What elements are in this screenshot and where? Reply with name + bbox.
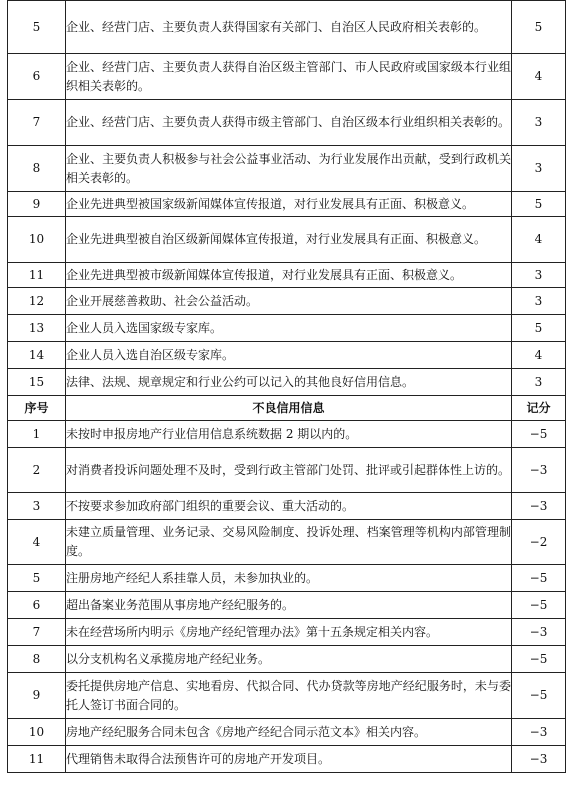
row-score: 3 — [512, 146, 566, 192]
header-title: 不良信用信息 — [66, 396, 512, 421]
row-description: 企业人员入选国家级专家库。 — [66, 315, 512, 342]
row-number: 2 — [8, 448, 66, 493]
row-description: 委托提供房地产信息、实地看房、代拟合同、代办贷款等房地产经纪服务时，未与委托人签订书面合同的。 — [66, 673, 512, 719]
bad-credit-row — [8, 746, 566, 773]
good-credit-row — [8, 217, 566, 263]
row-description: 未建立质量管理、业务记录、交易风险制度、投诉处理、档案管理等机构内部管理制度。 — [66, 520, 512, 565]
good-credit-row — [8, 192, 566, 217]
row-number: 8 — [8, 146, 66, 192]
row-number: 13 — [8, 315, 66, 342]
row-score: 4 — [512, 342, 566, 369]
row-description: 注册房地产经纪人系挂靠人员，未参加执业的。 — [66, 565, 512, 592]
good-credit-row — [8, 315, 566, 342]
row-score: −5 — [512, 592, 566, 619]
row-number: 11 — [8, 263, 66, 288]
row-score: 5 — [512, 192, 566, 217]
row-score: 5 — [512, 315, 566, 342]
row-description: 超出备案业务范围从事房地产经纪服务的。 — [66, 592, 512, 619]
good-credit-row — [8, 263, 566, 288]
row-description: 未在经营场所内明示《房地产经纪管理办法》第十五条规定相关内容。 — [66, 619, 512, 646]
row-score: −5 — [512, 673, 566, 719]
good-credit-row — [8, 288, 566, 315]
good-credit-row — [8, 342, 566, 369]
row-score: 3 — [512, 288, 566, 315]
row-description: 企业先进典型被国家级新闻媒体宣传报道，对行业发展具有正面、积极意义。 — [66, 192, 512, 217]
row-description: 代理销售未取得合法预售许可的房地产开发项目。 — [66, 746, 512, 773]
row-score: −3 — [512, 719, 566, 746]
row-number: 10 — [8, 217, 66, 263]
bad-credit-row — [8, 719, 566, 746]
row-number: 1 — [8, 421, 66, 448]
row-description: 企业、经营门店、主要负责人获得自治区级主管部门、市人民政府或国家级本行业组织相关表彰的。 — [66, 54, 512, 100]
good-credit-row — [8, 100, 566, 146]
credit-score-table — [7, 0, 566, 773]
row-number: 6 — [8, 592, 66, 619]
bad-credit-row — [8, 673, 566, 719]
row-number: 11 — [8, 746, 66, 773]
bad-credit-row — [8, 421, 566, 448]
row-description: 企业先进典型被市级新闻媒体宣传报道，对行业发展具有正面、积极意义。 — [66, 263, 512, 288]
row-description: 企业开展慈善救助、社会公益活动。 — [66, 288, 512, 315]
row-description: 未按时申报房地产行业信用信息系统数据 2 期以内的。 — [66, 421, 512, 448]
row-description: 企业、主要负责人积极参与社会公益事业活动、为行业发展作出贡献，受到行政机关相关表彰的。 — [66, 146, 512, 192]
row-score: 3 — [512, 369, 566, 396]
row-description: 企业、经营门店、主要负责人获得国家有关部门、自治区人民政府相关表彰的。 — [66, 1, 512, 54]
row-score: 4 — [512, 54, 566, 100]
row-number: 4 — [8, 520, 66, 565]
bad-credit-row — [8, 592, 566, 619]
row-number: 7 — [8, 100, 66, 146]
row-number: 10 — [8, 719, 66, 746]
good-credit-row — [8, 54, 566, 100]
row-description: 企业、经营门店、主要负责人获得市级主管部门、自治区级本行业组织相关表彰的。 — [66, 100, 512, 146]
bad-credit-row — [8, 646, 566, 673]
row-number: 7 — [8, 619, 66, 646]
row-score: −3 — [512, 493, 566, 520]
row-description: 以分支机构名义承揽房地产经纪业务。 — [66, 646, 512, 673]
row-number: 3 — [8, 493, 66, 520]
row-score: −2 — [512, 520, 566, 565]
bad-credit-header-row — [8, 396, 566, 421]
row-score: 5 — [512, 1, 566, 54]
bad-credit-row — [8, 619, 566, 646]
row-score: −3 — [512, 746, 566, 773]
row-number: 9 — [8, 192, 66, 217]
good-credit-section — [8, 1, 566, 396]
row-description: 不按要求参加政府部门组织的重要会议、重大活动的。 — [66, 493, 512, 520]
row-score: −5 — [512, 421, 566, 448]
bad-credit-section — [8, 421, 566, 773]
row-score: 3 — [512, 100, 566, 146]
bad-credit-row — [8, 493, 566, 520]
row-description: 企业先进典型被自治区级新闻媒体宣传报道，对行业发展具有正面、积极意义。 — [66, 217, 512, 263]
good-credit-row — [8, 369, 566, 396]
row-score: −5 — [512, 646, 566, 673]
row-number: 15 — [8, 369, 66, 396]
row-score: −3 — [512, 448, 566, 493]
header-no: 序号 — [8, 396, 66, 421]
row-number: 12 — [8, 288, 66, 315]
row-description: 企业人员入选自治区级专家库。 — [66, 342, 512, 369]
row-description: 法律、法规、规章规定和行业公约可以记入的其他良好信用信息。 — [66, 369, 512, 396]
row-description: 房地产经纪服务合同未包含《房地产经纪合同示范文本》相关内容。 — [66, 719, 512, 746]
row-number: 5 — [8, 565, 66, 592]
good-credit-row — [8, 146, 566, 192]
good-credit-row — [8, 1, 566, 54]
bad-credit-row — [8, 565, 566, 592]
row-number: 14 — [8, 342, 66, 369]
row-score: 4 — [512, 217, 566, 263]
row-score: −5 — [512, 565, 566, 592]
row-number: 5 — [8, 1, 66, 54]
bad-credit-header-section — [8, 396, 566, 421]
row-number: 9 — [8, 673, 66, 719]
row-number: 8 — [8, 646, 66, 673]
bad-credit-row — [8, 520, 566, 565]
row-number: 6 — [8, 54, 66, 100]
header-score: 记分 — [512, 396, 566, 421]
row-description: 对消费者投诉问题处理不及时，受到行政主管部门处罚、批评或引起群体性上访的。 — [66, 448, 512, 493]
row-score: 3 — [512, 263, 566, 288]
bad-credit-row — [8, 448, 566, 493]
row-score: −3 — [512, 619, 566, 646]
